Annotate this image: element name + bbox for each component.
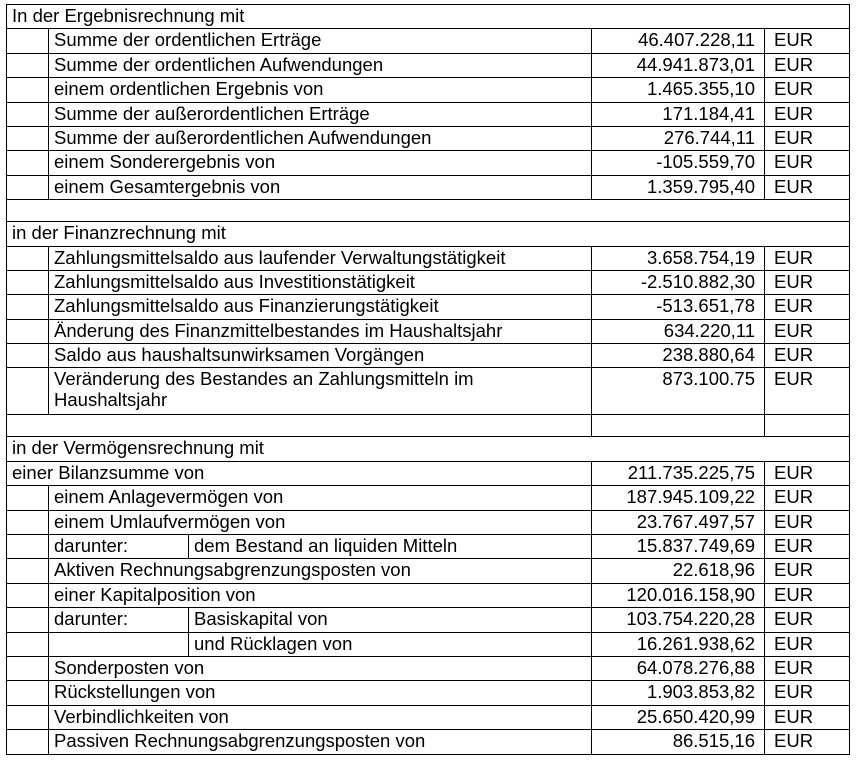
- row-unit: EUR: [765, 486, 850, 510]
- row-unit: EUR: [765, 78, 850, 102]
- row-unit: EUR: [765, 608, 850, 632]
- row-unit: EUR: [765, 730, 850, 754]
- row-unit: EUR: [765, 270, 850, 294]
- indent-cell: [7, 344, 49, 368]
- indent-cell: [7, 151, 49, 175]
- row-label: einer Bilanzsumme von: [7, 461, 592, 485]
- row-label: Zahlungsmittelsaldo aus Investitionstätigkeit: [49, 270, 592, 294]
- row-value: 15.837.749,69: [592, 535, 765, 559]
- spacer-row: [7, 200, 850, 222]
- row-unit: EUR: [765, 583, 850, 607]
- row-label: Saldo aus haushaltsunwirksamen Vorgängen: [49, 344, 592, 368]
- row-value: 16.261.938,62: [592, 632, 765, 656]
- spacer-cell: [7, 415, 592, 437]
- row-unit: EUR: [765, 632, 850, 656]
- row-label: dem Bestand an liquiden Mitteln: [189, 535, 592, 559]
- indent-cell: [7, 368, 49, 415]
- table-row: [7, 461, 850, 485]
- section-header-row: [7, 5, 850, 29]
- row-value: 873.100.75: [592, 368, 765, 415]
- row-value: 23.767.497,57: [592, 510, 765, 534]
- table-row: [7, 730, 850, 754]
- row-value: 187.945.109,22: [592, 486, 765, 510]
- table-row: [7, 608, 850, 632]
- indent-cell: [7, 583, 49, 607]
- row-unit: EUR: [765, 246, 850, 270]
- row-value: 1.465.355,10: [592, 78, 765, 102]
- row-label: einer Kapitalposition von: [49, 583, 592, 607]
- indent-cell: [7, 102, 49, 126]
- row-label: Aktiven Rechnungsabgrenzungsposten von: [49, 559, 592, 583]
- table-row: [7, 295, 850, 319]
- row-label: Änderung des Finanzmittelbestandes im Haushaltsjahr: [49, 319, 592, 343]
- table-row: [7, 102, 850, 126]
- row-unit: EUR: [765, 151, 850, 175]
- indent-cell: [7, 246, 49, 270]
- row-value: 211.735.225,75: [592, 461, 765, 485]
- row-label: Verbindlichkeiten von: [49, 705, 592, 729]
- table-row: [7, 53, 850, 77]
- empty-cell: [49, 632, 189, 656]
- row-value: 238.880,64: [592, 344, 765, 368]
- indent-cell: [7, 295, 49, 319]
- indent-cell: [7, 53, 49, 77]
- table-row: [7, 246, 850, 270]
- row-label: einem Sonderergebnis von: [49, 151, 592, 175]
- indent-cell: [7, 270, 49, 294]
- row-label: Summe der außerordentlichen Aufwendungen: [49, 126, 592, 150]
- row-label: Summe der ordentlichen Aufwendungen: [49, 53, 592, 77]
- indent-cell: [7, 608, 49, 632]
- table-row: [7, 535, 850, 559]
- row-value: 86.515,16: [592, 730, 765, 754]
- row-label: Rückstellungen von: [49, 681, 592, 705]
- row-unit: EUR: [765, 681, 850, 705]
- row-unit: EUR: [765, 535, 850, 559]
- row-value: 1.903.853,82: [592, 681, 765, 705]
- indent-cell: [7, 510, 49, 534]
- row-value: 634.220,11: [592, 319, 765, 343]
- indent-cell: [7, 486, 49, 510]
- indent-cell: [7, 535, 49, 559]
- row-unit: EUR: [765, 319, 850, 343]
- row-label: Summe der ordentlichen Erträge: [49, 29, 592, 53]
- row-value: 64.078.276,88: [592, 656, 765, 680]
- row-value: 25.650.420,99: [592, 705, 765, 729]
- row-value: 103.754.220,28: [592, 608, 765, 632]
- row-prefix: darunter:: [49, 535, 189, 559]
- row-value: 1.359.795,40: [592, 175, 765, 199]
- row-label: Sonderposten von: [49, 656, 592, 680]
- table-row: [7, 319, 850, 343]
- row-prefix: darunter:: [49, 608, 189, 632]
- row-unit: EUR: [765, 344, 850, 368]
- spacer-cell: [765, 415, 850, 437]
- row-value: 120.016.158,90: [592, 583, 765, 607]
- row-value: 22.618,96: [592, 559, 765, 583]
- row-label: Basiskapital von: [189, 608, 592, 632]
- row-label: einem Umlaufvermögen von: [49, 510, 592, 534]
- row-label: einem ordentlichen Ergebnis von: [49, 78, 592, 102]
- spacer-cell: [7, 200, 850, 222]
- spacer-cell: [592, 415, 765, 437]
- row-unit: EUR: [765, 368, 850, 415]
- table-row: [7, 583, 850, 607]
- table-row: [7, 705, 850, 729]
- table-row: [7, 270, 850, 294]
- indent-cell: [7, 559, 49, 583]
- indent-cell: [7, 29, 49, 53]
- indent-cell: [7, 705, 49, 729]
- indent-cell: [7, 175, 49, 199]
- row-value: 3.658.754,19: [592, 246, 765, 270]
- indent-cell: [7, 730, 49, 754]
- table-row: [7, 486, 850, 510]
- indent-cell: [7, 681, 49, 705]
- ergebnis-header: In der Ergebnisrechnung mit: [7, 5, 850, 29]
- row-unit: EUR: [765, 102, 850, 126]
- table-row: [7, 151, 850, 175]
- row-value: 44.941.873,01: [592, 53, 765, 77]
- row-label: einem Gesamtergebnis von: [49, 175, 592, 199]
- row-unit: EUR: [765, 510, 850, 534]
- row-value: -2.510.882,30: [592, 270, 765, 294]
- row-unit: EUR: [765, 175, 850, 199]
- indent-cell: [7, 126, 49, 150]
- row-unit: EUR: [765, 461, 850, 485]
- table-row: [7, 175, 850, 199]
- row-label: Passiven Rechnungsabgrenzungsposten von: [49, 730, 592, 754]
- row-value: -105.559,70: [592, 151, 765, 175]
- row-unit: EUR: [765, 295, 850, 319]
- table-row: [7, 29, 850, 53]
- row-value: 46.407.228,11: [592, 29, 765, 53]
- section-header-row: [7, 222, 850, 246]
- row-label: Summe der außerordentlichen Erträge: [49, 102, 592, 126]
- spacer-row: [7, 415, 850, 437]
- financial-summary-table: [6, 4, 850, 755]
- table-row: [7, 368, 850, 415]
- row-unit: EUR: [765, 559, 850, 583]
- row-unit: EUR: [765, 29, 850, 53]
- indent-cell: [7, 319, 49, 343]
- vermoegen-header: in der Vermögensrechnung mit: [7, 437, 850, 461]
- table-row: [7, 656, 850, 680]
- row-unit: EUR: [765, 53, 850, 77]
- indent-cell: [7, 656, 49, 680]
- table-row: [7, 559, 850, 583]
- row-unit: EUR: [765, 656, 850, 680]
- finanz-header: in der Finanzrechnung mit: [7, 222, 850, 246]
- row-value: -513.651,78: [592, 295, 765, 319]
- table-row: [7, 510, 850, 534]
- table-row: [7, 126, 850, 150]
- section-header-row: [7, 437, 850, 461]
- row-label: Zahlungsmittelsaldo aus Finanzierungstätigkeit: [49, 295, 592, 319]
- row-label: einem Anlagevermögen von: [49, 486, 592, 510]
- table-row: [7, 78, 850, 102]
- table-row: [7, 344, 850, 368]
- indent-cell: [7, 78, 49, 102]
- row-value: 276.744,11: [592, 126, 765, 150]
- row-value: 171.184,41: [592, 102, 765, 126]
- row-label: Zahlungsmittelsaldo aus laufender Verwaltungstätigkeit: [49, 246, 592, 270]
- row-unit: EUR: [765, 705, 850, 729]
- row-label: und Rücklagen von: [189, 632, 592, 656]
- indent-cell: [7, 632, 49, 656]
- row-unit: EUR: [765, 126, 850, 150]
- table-row: [7, 632, 850, 656]
- table-row: [7, 681, 850, 705]
- row-label: Veränderung des Bestandes an Zahlungsmitteln im Haushaltsjahr: [49, 368, 592, 415]
